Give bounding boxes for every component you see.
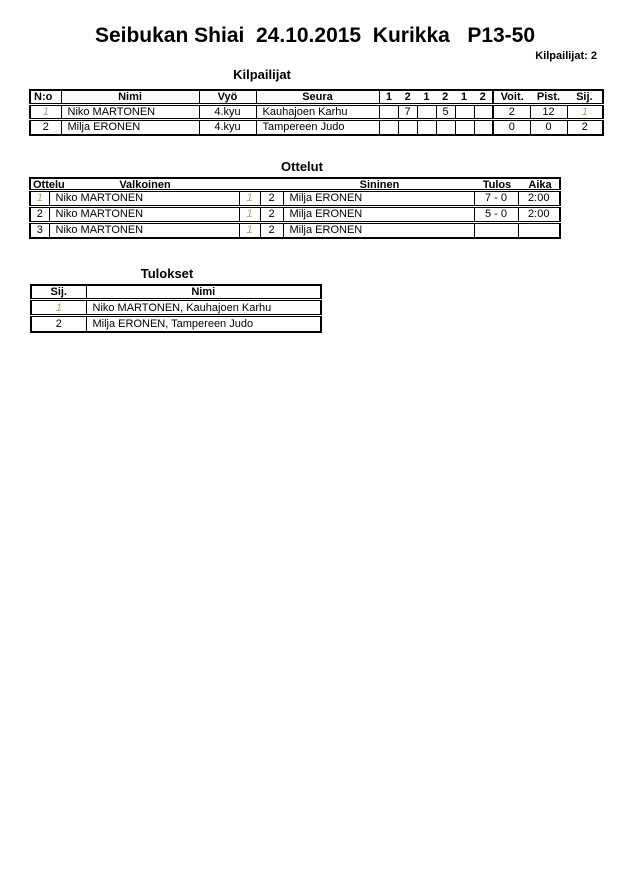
section-heading-ottelut: Ottelut <box>281 159 323 174</box>
matches-table <box>29 177 561 239</box>
section-heading-tulokset: Tulokset <box>140 266 194 281</box>
competitor-club: Kauhajoen Karhu <box>256 105 379 120</box>
col-header-nimi: Nimi <box>61 90 199 105</box>
section-heading-kilpailijat: Kilpailijat <box>233 67 291 82</box>
result-row <box>31 300 321 316</box>
match-number: 3 <box>30 222 49 238</box>
result-name: Milja ERONEN, Tampereen Judo <box>92 317 254 330</box>
col-header-match-numbers <box>379 90 493 105</box>
col-header-vyo: Vyö <box>199 90 256 105</box>
blue-player-name: Milja ERONEN <box>283 190 474 206</box>
col-header-ottelu: Ottelu <box>33 179 65 190</box>
match-result <box>474 222 518 238</box>
col-header-tulos: Tulos <box>482 179 512 190</box>
col-header-valkoinen: Valkoinen <box>119 179 171 190</box>
col-header-aika: Aika <box>528 179 552 190</box>
white-player-number: 1 <box>239 206 260 222</box>
match-time <box>518 222 560 238</box>
competitors-table <box>29 89 604 136</box>
competitor-number: 1 <box>30 105 61 120</box>
results-header-row <box>31 285 321 300</box>
results-table <box>30 284 322 333</box>
competitor-row <box>30 120 603 135</box>
match-score-cell <box>474 105 493 120</box>
col-header-sininen: Sininen <box>359 179 400 190</box>
match-row <box>30 222 560 238</box>
match-result: 5 - 0 <box>474 206 518 222</box>
placement-cell: 1 <box>567 105 603 120</box>
match-time: 2:00 <box>518 206 560 222</box>
match-score-cell <box>417 120 436 135</box>
matches-header-cell <box>30 178 560 190</box>
match-col-label: 1 <box>423 91 430 103</box>
match-score-cell <box>436 120 455 135</box>
match-score-cell <box>379 105 398 120</box>
blue-player-number: 2 <box>260 206 283 222</box>
blue-player-number: 2 <box>260 190 283 206</box>
col-header-sij: Sij. <box>576 91 593 103</box>
points-cell: 12 <box>530 105 567 120</box>
match-score-cell <box>398 120 417 135</box>
match-score-cell <box>379 120 398 135</box>
competitors-count-label: Kilpailijat: 2 <box>535 50 597 62</box>
match-col-label: 1 <box>385 91 392 103</box>
blue-player-name: Milja ERONEN <box>283 206 474 222</box>
col-header-no: N:o <box>30 90 61 105</box>
competitor-name: Niko MARTONEN <box>61 105 199 120</box>
col-header-pist: Pist. <box>536 91 561 103</box>
competitor-belt: 4.kyu <box>199 120 256 135</box>
match-time: 2:00 <box>518 190 560 206</box>
white-player-number: 1 <box>239 222 260 238</box>
matches-header-row <box>30 178 560 190</box>
match-col-label: 1 <box>460 91 467 103</box>
page-title: Seibukan Shiai 24.10.2015 Kurikka P13-50 <box>94 24 536 47</box>
result-placement: 1 <box>31 300 86 316</box>
competitor-name: Milja ERONEN <box>61 120 199 135</box>
match-number: 2 <box>30 206 49 222</box>
competitors-header-row <box>30 90 603 105</box>
match-score-cell <box>417 105 436 120</box>
match-number: 1 <box>30 190 49 206</box>
col-header-sij: Sij. <box>31 285 86 300</box>
placement-cell: 2 <box>581 121 588 134</box>
col-header-results-group <box>493 90 603 105</box>
match-col-label: 2 <box>479 91 486 103</box>
result-placement: 2 <box>31 316 86 332</box>
white-player-number: 1 <box>239 190 260 206</box>
match-row <box>30 206 560 222</box>
match-score-cell: 7 <box>398 105 417 120</box>
competitor-club: Tampereen Judo <box>256 120 379 135</box>
competitor-row <box>30 105 603 120</box>
competitor-belt: 4.kyu <box>199 105 256 120</box>
match-score-cell <box>455 105 474 120</box>
match-result: 7 - 0 <box>474 190 518 206</box>
wins-cell: 2 <box>493 105 530 120</box>
white-player-name: Niko MARTONEN <box>49 190 239 206</box>
blue-player-number: 2 <box>260 222 283 238</box>
match-score-cell <box>455 120 474 135</box>
white-player-name: Niko MARTONEN <box>49 222 239 238</box>
col-header-voit: Voit. <box>500 91 524 103</box>
points-cell: 0 <box>530 120 567 135</box>
blue-player-name: Milja ERONEN <box>283 222 474 238</box>
competitor-number: 2 <box>30 120 61 135</box>
match-col-label: 2 <box>404 91 411 103</box>
col-header-seura: Seura <box>256 90 379 105</box>
result-name: Niko MARTONEN, Kauhajoen Karhu <box>86 300 321 316</box>
match-col-label: 2 <box>442 91 449 103</box>
result-row <box>31 316 321 332</box>
col-header-nimi: Nimi <box>86 285 321 300</box>
match-row <box>30 190 560 206</box>
wins-cell: 0 <box>493 120 530 135</box>
white-player-name: Niko MARTONEN <box>49 206 239 222</box>
match-score-cell: 5 <box>436 105 455 120</box>
match-score-cell <box>474 120 493 135</box>
